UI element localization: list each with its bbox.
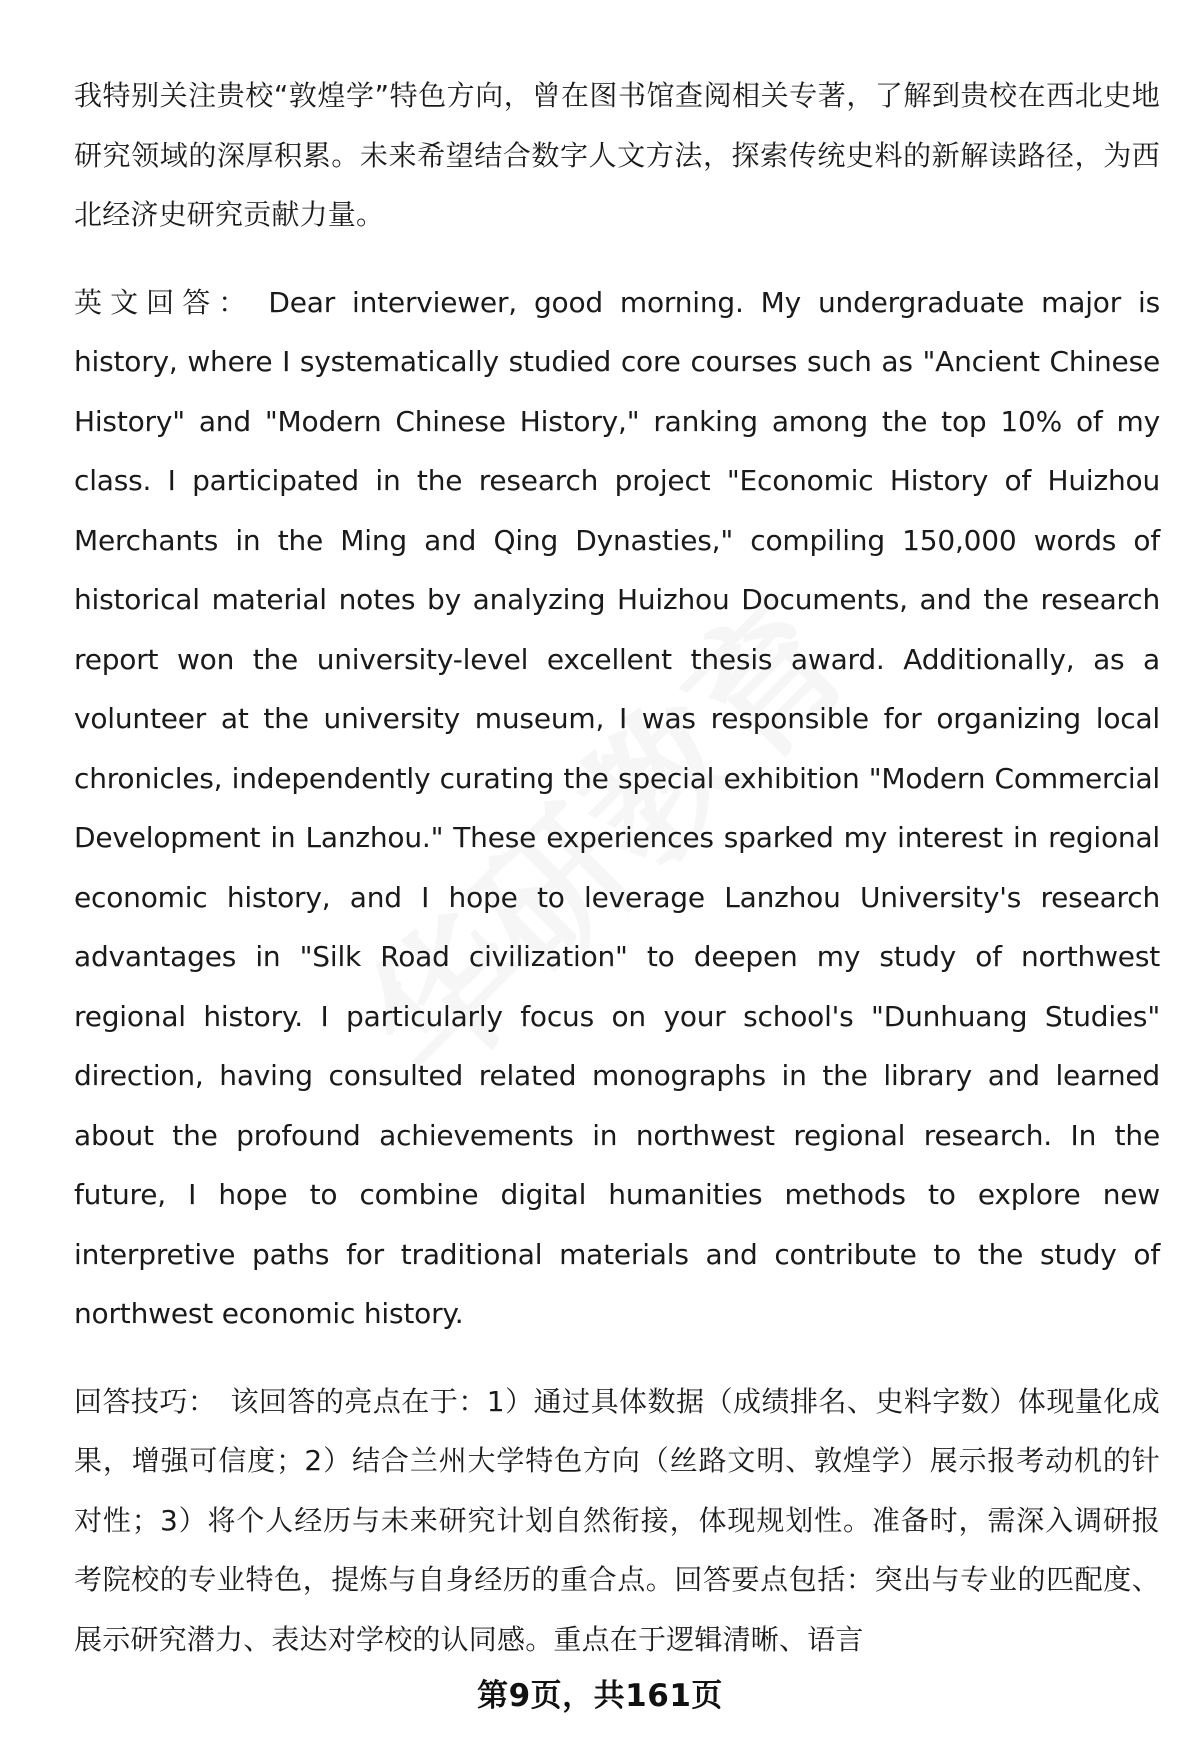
- answer-tips-paragraph: [74, 1372, 1160, 1670]
- answer-tips-label: 回答技巧：: [74, 1384, 217, 1418]
- page-indicator: 第9页，共161页: [477, 1678, 723, 1714]
- document-body: [74, 66, 1160, 1669]
- english-answer-text: Dear interviewer, good morning. My undergraduate major is history, where I systematically studied core courses such as "Ancient Chinese History" and "Modern Chinese History," ranking among the top 10% of my class. I participated in the research project "Economic History of Huizhou Merchants in the Ming and Qing Dynasties," compiling 150,000 words of historical material notes by analyzing Huizhou Documents, and the research report won the university-level excellent thesis award. Additionally, as a volunteer at the university museum, I was responsible for organizing local chronicles, independently curating the special exhibition "Modern Commercial Development in Lanzhou." These experiences sparked my interest in regional economic history, and I hope to leverage Lanzhou University's research advantages in "Silk Road civilization" to deepen my study of northwest regional history. I particularly focus on your school's "Dunhuang Studies" direction, having consulted related monographs in the library and learned about the profound achievements in northwest regional research. In the future, I hope to combine digital humanities methods to explore new interpretive paths for traditional materials and contribute to the study of northwest economic history.: [74, 285, 1160, 1330]
- english-answer-label: 英文回答：: [74, 285, 255, 319]
- english-answer-paragraph: [74, 273, 1160, 1344]
- answer-tips-text: 该回答的亮点在于：1）通过具体数据（成绩排名、史料字数）体现量化成果，增强可信度；2）结合兰州大学特色方向（丝路文明、敦煌学）展示报考动机的针对性；3）将个人经历与未来研究计划自然衔接，体现规划性。准备时，需深入调研报考院校的专业特色，提炼与自身经历的重合点。回答要点包括：突出与专业的匹配度、展示研究潜力、表达对学校的认同感。重点在于逻辑清晰、语言: [74, 1384, 1160, 1656]
- intro-chinese-paragraph: 我特别关注贵校“敦煌学”特色方向，曾在图书馆查阅相关专著，了解到贵校在西北史地研究领域的深厚积累。未来希望结合数字人文方法，探索传统史料的新解读路径，为西北经济史研究贡献力量。: [74, 79, 1160, 231]
